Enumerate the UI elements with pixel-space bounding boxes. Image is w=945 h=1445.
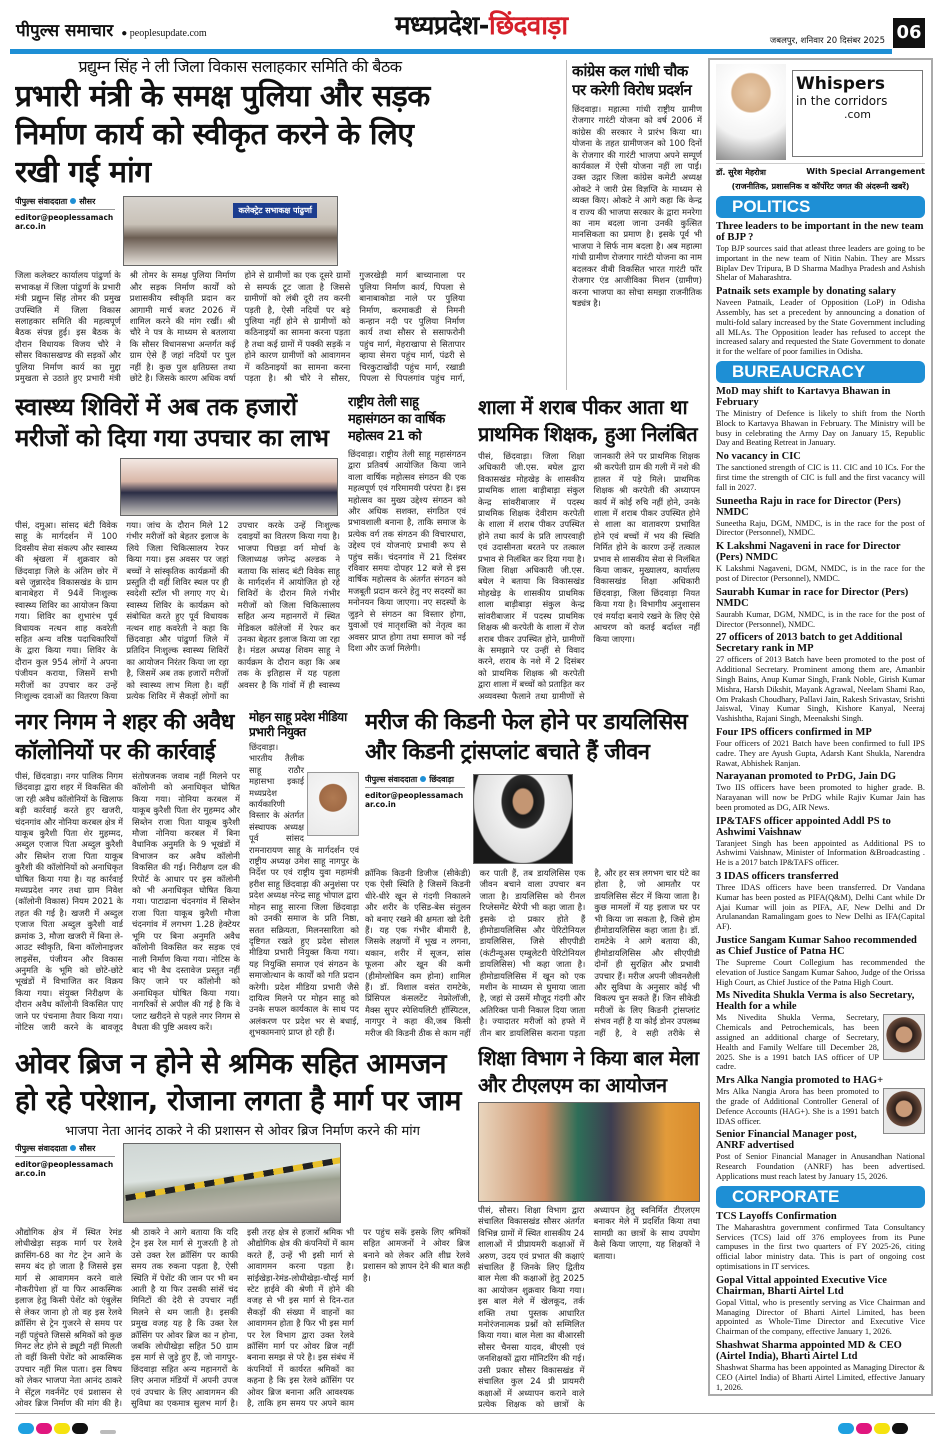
news-item-text: The Ministry of Defence is likely to shift from the North Block to Kartavya Bhawan in February. The Ministry will be busy in celebrating the Army Day on January 15, Republic Day and Beating Retreat in January. [716, 408, 925, 448]
headline: मरीज की किडनी फेल होने पर डायलिसिस और किडनी ट्रांसप्लांट बचाते हैं जीवन [365, 710, 688, 765]
article-body: क्रॉनिक किडनी डिजीज (सीकेडी) एक ऐसी स्थिति है जिसमें किडनी धीरे-धीरे खून से गंदगी निकालने और शरीर के एसिड-बेस संतुलन को बनाए रखने की क्षमता खो देती हैं। यह एक गंभीर बीमारी है, जिसके लक्षणों में भूख न लगना, थकान, शरीर में सूजन, सांस फूलना और खून की कमी (हीमोग्लोबिन कम होना) शामिल हैं। डॉ. विशाल वसंत रामटेके, प्रिंसिपल कंसलटेंट नेफ्रोलॉजी, मैक्स सुपर स्पेशियलिटी हॉस्पिटल, नागपुर ने कहा की,जब किसी मरीज की किडनी ठीक से काम नहीं कर पाती हैं, तब डायलिसिस एक जीवन बचाने वाला उपचार बन जाता है। डायलिसिस को रीनल रिप्लेसमेंट थैरेपी भी कहा जाता है। इसके दो प्रकार होते हैं हीमोडायलिसिस और पेरिटोनियल डायलिसिस, जिसे सीएपीडी (कंटीन्यूअस एम्बुलेटरी पेरिटोनियल डायलिसिस) भी कहा जाता है। हीमोडायलिसिस में खून को एक मशीन के माध्यम से घुमाया जाता है, जहां से उसमें मौजूद गंदगी और अतिरिक्त पानी निकाल दिया जाता है। ज्यादातर मरीजों को हफ्ते में तीन बार डायलिसिस कराना पड़ता है, और हर सत्र लगभग चार घंटे का होता है, जो आमतौर पर डायलिसिस सेंटर में किया जाता है। कुछ मामलों में यह इलाज घर पर भी किया जा सकता है, जिसे होम हीमोडायलिसिस कहा जाता है। डॉ. रामटेके ने आगे बताया की, हीमोडायलिसिस और सीएपीडी दोनों ही सुरक्षित और प्रभावी उपचार हैं। मरीज अपनी जीवनशैली और सुविधा के अनुसार कोई भी विकल्प चुन सकते हैं। जिन सीकेडी मरीजों के लिए किडनी ट्रांसप्लांट संभव नहीं है या कोई डोनर उपलब्ध नहीं है, वे सही तरीके से [365, 868, 700, 1038]
email: editor@peoplessamachar.co.in [15, 1160, 114, 1178]
barrier-gate [125, 1157, 341, 1201]
article-body: पीसं, सौसर। शिक्षा विभाग द्वारा संचालित विकासखंड सौसर अंतर्गत विभिन्न ग्रामों में स्थित शासकीय 24 शालाओं में प्रीप्रायमरी कक्षाओं में अरुण, उदय एवं प्रभात की कक्षाएं संचालित हैं जिनके लिए द्वितीय बाल मेला की कक्षाओं हेतु 2025 का आयोजन शुक्रवार किया गया। इस बाल मेले में खेलकूद, तर्क शक्ति तथा पुस्तक आधारित मनोरंजनात्मक प्रश्नों को सम्मिलित किया गया। बाल मेला का बीआरसी सौसर चैनसा यादव, बीएसी एवं जनशिक्षकों द्वारा मॉनिटरिंग की गई। उसी प्रकार सौसर विकासखंड में संचालित कुल 24 प्री प्रायमरी कक्षाओं में अध्यापन कराने वाले प्रत्येक शिक्षक को छात्रों के अध्यापन हेतु स्वनिर्मित टीएलएम बनाकर मेले में प्रदर्शित किया तथा सामग्री का छात्रों के साथ उपयोग कैसे किया जाएगा, यह शिक्षकों ने बताया। [478, 1205, 700, 1409]
news-item-text: Shashwat Sharma has been appointed as Managing Director & CEO (Airtel India) of Bharti Airtel Limited, effective January 1, 2026. [716, 1362, 925, 1392]
footer-rule [15, 1413, 935, 1414]
article-body: पीसं, छिंदवाड़ा। नगर पालिक निगम छिंदवाड़ा द्वारा शहर में विकसित की जा रही अवैध कॉलोनियों के खिलाफ बड़ी कार्रवाई करते हुए खजरी, चंदनगांव और नोनिया करबल क्षेत्र में याकूब कुरैशी पिता शेर मुहम्मद, अब्दुल एजाज पिता अब्दुल कुरैशी और सिब्तेन राजा पिता याकूब कुरैशी की कॉलोनियों को अनाधिकृत घोषित किया गया है। यह कार्रवाई मध्यप्रदेश नगर तथा ग्राम निवेश (कॉलोनी विकास) नियम 2021 के तहत की गई है। खजरी में अब्दुल एजाज पिता अब्दुल कुरैशी वार्ड क्रमांक 3, मौजा खजरी में बिना ले-आउट स्वीकृति, बिना कॉलोनाइजर लाइसेंस, पंजीयन और विकास अनुमति के भूमि को छोटे-छोटे भूखंडों में विभाजित कर विक्रय किया गया। संयुक्त निरीक्षण के दौरान अवैध कॉलोनी विकसित पाए जाने पर पंचनामा तैयार किया गया। नोटिस जारी करने के बावजूद संतोषजनक जवाब नहीं मिलने पर कॉलोनी को अनाधिकृत घोषित किया गया। नोनिया करबल में याकूब कुरैशी पिता शेर मुहम्मद और सिब्तेन राजा पिता याकूब कुरैशी मौजा नोनिया करबल में बिना वैधानिक अनुमति के 9 भूखंडों में विभाजन कर अवैध कॉलोनी विकसित की गई। निरीक्षण दल की रिपोर्ट के आधार पर इस कॉलोनी को भी अनाधिकृत घोषित किया गया। पाटाढाना चंदनगांव में सिब्तेन राजा पिता याकूब कुरैशी मौजा चंदनगांव में लगभग 1.28 हेक्टेयर भूमि पर बिना अनुमति अवैध कॉलोनी विकसित कर सड़क एवं नाली निर्माण किया गया। नोटिस के बाद भी वैध दस्तावेज प्रस्तुत नहीं किए जाने पर कॉलोनी को अनाधिकृत घोषित किया गया। नागरिकों से अपील की गई है कि वे प्लाट खरीदने से पहले नगर निगम से वैधता की पुष्टि अवश्य करें। [15, 771, 240, 1032]
article-body: पीसं, दमुआ। सांसद बंटी विवेक साहू के मार्गदर्शन में 100 दिवसीय सेवा संकल्प और स्वास्थ्य की श्रृंखला में शुक्रवार को छिंदवाड़ा जिले के अंतिम छोर में बसे जुन्नारदेव विकासखंड के ग्राम बानाबेहरा में 94वें निःशुल्क स्वास्थ्य शिविर का आयोजन किया गया। शिविर का शुभारंभ पूर्व विधायक नत्थन शाह कवरेती सहित अन्य वरिष्ठ पदाधिकारियों के द्वारा किया गया। शिविर के दौरान कुल 954 लोगों ने अपना पंजीयन कराया, जिसमें सभी मरीजों का उपचार कर उन्हें निःशुल्क दवाओं का वितरण किया गया। जांच के दौरान मिले 12 गंभीर मरीजों को बेहतर इलाज के लिये जिला चिकित्सालय रेफर किया गया। इस अवसर पर जहां बच्चों ने सांस्कृतिक कार्यक्रमों की प्रस्तुति दी वहीं शिविर स्थल पर ही स्वदेशी स्टॉल भी लगाए गए थे। स्वास्थ्य शिविर के कार्यक्रम को संबोधित करते हुए पूर्व विधायक नत्थन शाह कवरेती ने कहा कि छिंदवाड़ा और पांढुर्णा जिले में प्रतिदिन निःशुल्क स्वास्थ्य शिविरों का आयोजन निरंतर किया जा रहा है, जिसमें अब तक हजारों मरीजों को स्वास्थ्य लाभ मिला है। वहीं प्रत्येक शिविर में सैकड़ों लोगों का उपचार करके उन्हें निःशुल्क दवाइयों का वितरण किया गया है। भाजपा पिछड़ा वर्ग मोर्चा के जिलाध्यक्ष जगेन्द्र अल्डक ने बताया कि सांसद बंटी विवेक साहू के मार्गदर्शन में आयोजित हो रहे शिविरों के दौरान मिले गंभीर मरीजों को जिला चिकित्सालय सहित अन्य महानगरों में स्थित मेडिकल कॉलेजों में रेफर कर उनका बेहतर इलाज किया जा रहा है। मंडल अध्यक्ष शिवम साहू ने कार्यक्रम के दौरान कहा कि अब तक के इतिहास में यह पहला अवसर है कि गांवों में ही स्वास्थ्य [15, 520, 340, 702]
news-item-title: Four IPS officers confirmed in MP [716, 726, 872, 738]
over-bridge-story [15, 1045, 470, 1411]
article-body: छिंदवाड़ा। भारतीय तैलीक साहू राठौर महासभा इकाई मध्यप्रदेश कार्यकारिणी विस्तार के अंतर्गत संस्थापक अध्यक्ष पूर्व सांसद रामनारायण साहू के मार्गदर्शन एवं राष्ट्रीय अध्यक्ष उमेश साहू नागपुर के निर्देश पर एवं राष्ट्रीय युवा महामंत्री हरीश साहू छिंदवाड़ा की अनुशंसा पर प्रदेश अध्यक्ष नरेन्द्र साहू भोपाल द्वारा मोहन साहू सारना जिला छिंदवाड़ा को उनकी समाज के प्रति निष्ठा, सतत सक्रियता, मिलनसारिता को दृष्टिगत रखते हुए प्रदेश सोशल मीडिया प्रभारी नियुक्त किया गया। यह नियुक्ति समाज एवं संगठन के समाजोत्थान के कार्यों को गति प्रदान करेगी। प्रदेश मीडिया प्रभारी जैसे दायित्व मिलने पर मोहन साहू को उनके सफल कार्यकाल के साथ पद अलंकरण पर प्रदेश भर से बधाई, शुभकामनाएं प्राप्त हो रही हैं। [249, 742, 359, 1038]
section-title: मध्यप्रदेश-छिंदवाड़ा [395, 11, 568, 41]
person-photo [883, 1088, 925, 1134]
news-item-title: Shashwat Sharma appointed MD & CEO (Airtel India), Bharti Airtel Ltd [716, 1339, 902, 1362]
news-item [716, 935, 925, 987]
news-item [716, 871, 925, 932]
byline: पीपुल्स संवाददाता सौसर [15, 1143, 115, 1157]
news-item [716, 451, 925, 492]
news-item [716, 727, 925, 768]
bal-mela-story [478, 1045, 700, 1411]
registration-marks-right [838, 1419, 910, 1438]
news-item-title: 3 IDAS officers transferred [716, 871, 839, 883]
news-item-title: Senior Financial Manager post, ANRF advertised [716, 1129, 857, 1152]
whispers-header [716, 64, 925, 164]
news-item-text: 27 officers of 2013 Batch have been promoted to the post of Additional Secretary. Prominent among them are, Amanbir Singh Bains, Anup Kumar Singh, Frank Noble, Girish Kumar Mishra, Harsh Dikshit, Mayank Agrawal, Neelam Shami Rao, Om Prakash Choudhary, Pallavi Jain, Rakesh Srivastav, Srishti Jaiswal, Vinay Kumar Singh, Kishore Kanyal, Neeraj Vashishtha, Rajani Singh, Meenakshi Singh. [716, 655, 925, 724]
kidney-story [365, 708, 700, 1043]
news-item-title: IP&TAFS officer appointed Addl PS to Ashwimi Vaishnaw [716, 815, 891, 838]
website-text: peoplesupdate.com [129, 28, 207, 39]
news-item [716, 221, 925, 283]
mohan-sahu-story [249, 710, 359, 1043]
news-item-title: Ms Nivedita Shukla Verma is also Secretary, Health for a while [716, 990, 915, 1013]
news-item-text: Three IDAS officers have been transferred. Dr Vandana Kumar has been posted as PIFA(Q&M), Delhi Cant while Dr Ajai Kumar will join as PIFA, AF, New Delhi and Dr Arulanandan Ramalingam goes to New Delhi as IFA(Capital AF). [716, 883, 925, 932]
news-item [716, 1075, 925, 1126]
news-item-text: Post of Senior Financial Manager in Anusandhan National Research Foundation (ANRF) has been advertised. Applications must reach latest by January 15, 2026. [716, 1152, 925, 1182]
mohan-sahu-photo [307, 772, 359, 836]
news-item-text: Naveen Patnaik, Leader of Opposition (LoP) in Odisha Assembly, has set a precedent by announcing a donation of multi-fold salary increased by the State Government including all MLAs. The Opposition leader has refused to accept the increased salary and requested the State Government to donate it for the welfare of poor families in Odisha. [716, 298, 925, 357]
news-item-title: 27 officers of 2013 batch to get Additional Secretary rank in MP [716, 632, 903, 655]
tagline: (राजनीतिक, प्रशासनिक व कॉर्पोरेट जगत की अंदरूनी खबरें) [731, 182, 910, 191]
article-body: औद्योगिक क्षेत्र में स्थित रेमंड लोधीखेड़ा सड़क मार्ग पर रेलवे क्रासिंग-68 का गेट ट्रेन आने के समय बंद हो जाता है जिससे इस मार्ग से आवागमन करने वाले नौकरीपेशा हों या फिर आकस्मिक इलाज हेतु किसी पेशेंट को एंबुलेंस से लेकर जाना हो तो वह इस रेलवे क्रॉसिंग से ट्रेन गुजरने से समय पर नहीं पहुंचते जिससे श्रमिकों को कुछ मिनट लेट होने से ड्यूटी नहीं मिलती तो वहीं किसी पेशेंट को आकस्मिक उपचार नहीं मिल पाता। इस विषय को लेकर भाजपा नेता आनंद ठाकरे ने सेंट्रल गवर्नमेंट एवं प्रशासन से ओवर ब्रिज निर्माण की मांग की है। श्री ठाकरे ने आगे बताया कि यदि ट्रेन इस रेल मार्ग से गुजरती है तो उसे उक्त रेल क्रॉसिंग पर काफी समय तक रुकना पड़ता है, ऐसी स्थिति में पेशेंट की जान पर भी बन आती है या फिर उसकी सांसें चंद मिनिटों की देरी से उपचार नहीं मिलने से थम जाती है। इसकी प्रमुख वजह यह है कि उक्त रेल क्रॉसिंग पर ओवर ब्रिज का न होना, जबकि लोधीखेड़ा सहित 50 ग्राम इस मार्ग से जुड़े हुए हैं, जो नागपुर- छिंदवाड़ा सहित अन्य महानगरों के लिए अनाज मंडियों में अपनी उपज एवं उपचार के लिए आवागमन की सुविधा का एकमात्र सुलभ मार्ग है। इसी तरह क्षेत्र से हजारों श्रमिक भी औद्योगिक क्षेत्र की कंपनियों में काम करते हैं, उन्हें भी इसी मार्ग से आवागमन करना पड़ता है। सांईखेड़ा-रेमंड-लोधीखेड़ा-चौरई मार्ग स्टेट हाईवे की श्रेणी में होने की वजह से भी इस मार्ग से दिन-रात सैकड़ों की संख्या में वाहनों का आवागमन होता है फिर भी इस मार्ग पर रेल विभाग द्वारा उक्त रेलवे क्रॉसिंग मार्ग पर ओवर ब्रिज नहीं बनाना समझ से परे है। इस संबंध में कंपनियों में कार्यरत श्रमिकों का कहना है कि इस रेलवे क्रॉसिंग पर ओवर ब्रिज बनाना अति आवश्यक है, ताकि हम समय पर अपने काम पर पहुंच सकें इसके लिए श्रमिकों सहित आमजनों ने ओवर ब्रिज बनाने को लेकर अति शीघ्र रेलवे प्रशासन को ज्ञापन देने की बात कही है। [15, 1227, 470, 1409]
section-header-politics: POLITICS [716, 196, 925, 218]
news-item-title: Gopal Vittal appointed Executive Vice Chairman, Bharti Airtel Ltd [716, 1274, 887, 1297]
news-item-title: K Lakshmi Nagaveni in race for Director (Pers) NMDC [716, 541, 901, 564]
section-header-bureaucracy: BUREAUCRACY [716, 361, 925, 383]
news-item-text: The Supreme Court Collegium has recommended the elevation of Justice Sangam Kumar Sahoo, Judge of the Orissa High Court, as Chief Justice of the Patna High Court. [716, 958, 925, 987]
whispers-column [708, 58, 933, 1396]
subheadline: भाजपा नेता आनंद ठाकरे ने की प्रशासन से ओवर ब्रिज निर्माण करने की मांग [65, 1124, 420, 1139]
news-item-title: No vacancy in CIC [716, 451, 801, 463]
top-story [15, 58, 465, 388]
photo-banner: कलेक्ट्रेट सभाकक्ष पांढुर्णा [233, 203, 317, 218]
health-camp-story [15, 392, 340, 707]
teli-sahu-story [348, 394, 466, 706]
news-item-title: Three leaders to be important in the new team of BJP ? [716, 221, 924, 243]
news-item-text: The sanctioned strength of CIC is 11. CIC and 10 ICs. For the first time the strength of CIC is full and the first vacancy will fall in 2027. [716, 463, 925, 492]
news-item-title: TCS Layoffs Confirmation [716, 1210, 837, 1222]
news-item-title [716, 1395, 925, 1396]
masthead [0, 0, 945, 54]
news-item-text: K Lakshmi Nagaveni, DGM, NMDC, is in the race for the post of Director (Personnel), NMDC. [716, 564, 925, 583]
article-body: जिला कलेक्टर कार्यालय पांढुर्णा के सभाकक्ष में जिला पांढुर्णा के प्रभारी मंत्री प्रद्युम्न सिंह तोमर की प्रमुख उपस्थिति में जिला विकास सलाहकार समिति की महत्वपूर्ण बैठक संपन्न हुई। इस बैठक के दौरान विधायक विजय चौरे ने सौसर विकासखण्ड की सड़कों और पुलिया निर्माण कार्य का मुद्दा प्रमुखता से उठाते हुए प्रभारी मंत्री श्री तोमर के समक्ष पुलिया निर्माण और सड़क निर्माण कार्यों को प्रशासकीय स्वीकृति प्रदान कर आगामी मार्च बजट 2026 में शामिल करने की मांग रखीं। श्री चौरे ने पत्र के माध्यम से बतलाया कि सौसर विधानसभा अन्तर्गत कई ग्राम ऐसे हैं जहां नदियों पर पुल नहीं है। कुछ पुल क्षतिग्रस्त तथा छोटे है। जिसके कारण अधिक वर्षा होने से ग्रामीणों का एक दूसरे ग्रामों से सम्पर्क टूट जाता है जिससे ग्रामीणों को लंबी दूरी तय करनी पड़ती है, ऐसी नदियों पर बड़े पुलिया नहीं होने से ग्रामीणों को कठिनाइयों का सामना करना पड़ता है तथा कई ग्रामों में पक्की सड़कें न होने कारण ग्रामीणों को आवागमन में कठिनाइयों का सामना करना पड़ता है। श्री चौरे ने सौसर, गुजरखेड़ी मार्ग बाच्यानाला पर पुलिया निर्माण कार्य, पिपला से बानाबाकोडा नाले पर पुलिया निर्माण, करमाकडी से निमनी कन्हान नदी पर पुलिया निर्माण कार्य तथा सौसर से ससाफरोनी पहुंच मार्ग, मेहराखापा से सितापार व्हाया सेमरा पहुंच मार्ग, पंढरी से चिरकुटाखोंदी पहुंच मार्ग, रखाडी पिपला से पिपलगांव पहुंच मार्ग, [15, 270, 465, 384]
headline: शिक्षा विभाग ने किया बाल मेला और टीएलएम का आयोजन [478, 1046, 699, 1097]
news-item-title: Saurabh Kumar in race for Director (Pers) NMDC [716, 586, 909, 609]
news-item [716, 587, 925, 630]
news-item-text: Gopal Vittal, who is presently serving as Vice Chairman and Managing Director of Bharti Airtel Limited, has been appointed as Whole-Time Director and Executive Vice Chairman of the company, effective January 1, 2026. [716, 1297, 925, 1337]
byline: पीपुल्स संवाददाता सौसर [15, 196, 115, 210]
page-number: 06 [893, 18, 925, 48]
news-item [716, 990, 925, 1072]
news-item-title: Mrs Alka Nangia promoted to HAG+ [716, 1075, 884, 1087]
news-item [716, 632, 925, 724]
headline: नगर निगम ने शहर की अवैध कॉलोनियों पर की कार्रवाई [15, 710, 234, 765]
author-name: डॉ. सुरेश मेहरोत्रा [716, 168, 766, 177]
congress-story [572, 62, 702, 387]
news-item-text: Mrs Alka Nangia Arora has been promoted to the grade of Additional Controller General of Defence Accounts (HAG+). She is a 1991 batch IDAS officer. [716, 1087, 925, 1126]
logo: पीपुल्स समाचार [16, 21, 114, 41]
header-rule [10, 49, 892, 54]
article-body: छिंदवाड़ा। महात्मा गांधी राष्ट्रीय ग्रामीण रोजगार गारंटी योजना को वर्ष 2006 में कांग्रेस की सरकार ने प्रारंभ किया था। योजना के तहत ग्रामीणजन को 100 दिनों के रोजगार की गारंटी भाजपा अपने सम्पूर्ण कार्यकाल में ऐसी योजना नहीं ला पाई। उक्त उद्गार जिला कांग्रेस कमेटी अध्यक्ष ओकटे ने जारी प्रेस विज्ञप्ति के माध्यम से व्यक्त किए। ओकटे ने आगे कहा कि केन्द्र व राज्य की भाजपा सरकार के द्वारा मनरेगा का नाम बदला जाना उनकी कुत्सित मानसिकता का प्रमाण है। इसके पूर्व भी भाजपा ने सिर्फ नाम बदला है। अब महात्मा गांधी ग्रामीण रोजगार गारंटी योजना का नाम बदलकर वीबी विकसित भारत गारंटी फॉर रोजगार एंड आजीविका मिशन (ग्रामीण) करना भाजपा का सोचा समझा राजनीतिक षड्यंत्र है। [572, 104, 702, 308]
news-item [716, 1129, 925, 1181]
news-item [716, 541, 925, 584]
headline: कांग्रेस कल गांधी चौक पर करेगी विरोध प्रदर्शन [572, 62, 692, 99]
news-item [716, 386, 925, 448]
dateline: जबलपुर, शनिवार 20 दिसंबर 2025 [767, 35, 885, 46]
website-link[interactable]: ● peoplesupdate.com [121, 28, 207, 39]
news-item [716, 816, 925, 868]
news-item-title: Suneetha Raju in race for Director (Pers) NMDC [716, 495, 901, 518]
kicker: प्रद्युम्न सिंह ने ली जिला विकास सलाहकार समिति की बैठक [78, 58, 402, 76]
email: editor@peoplessamachar.co.in [15, 213, 114, 232]
news-item-title: Justice Sangam Kumar Sahoo recommended as Chief Justice of Patna HC [716, 935, 917, 958]
illegal-colonies-story [15, 708, 240, 1043]
author-photo [716, 64, 786, 160]
headline: राष्ट्रीय तेली साहू महासंगठन का वार्षिक महोत्सव 21 को [348, 395, 445, 444]
news-item [716, 1340, 925, 1392]
news-item-title: MoD may shift to Kartavya Bhawan in February [716, 385, 891, 408]
section-header-corporate: CORPORATE [716, 1186, 925, 1208]
person-photo [883, 1014, 925, 1060]
news-item [716, 286, 925, 357]
meeting-photo [123, 196, 338, 266]
railway-crossing-photo [123, 1143, 341, 1223]
article-body: पीसं, छिंदवाड़ा। जिला शिक्षा अधिकारी जी.एस. बघेल द्वारा विकासखंड मोहखेड़ के शासकीय प्राथमिक शाला बाड़ीबाड़ा संकुल केन्द्र सांवरीबाजार में पदस्थ प्राथमिक शिक्षक देवीराम करपेती के शाला में शराब पीकर उपस्थित होने तथा कार्य के प्रति लापरवाही एवं उदासीनता बरतने पर तत्काल प्रभाव से निलंबित कर दिया गया है। जिला शिक्षा अधिकारी जी.एस. बघेल ने बताया कि विकासखंड मोहखेड़ के शासकीय प्राथमिक शाला बाड़ीबाड़ा संकुल केन्द्र सांवरीबाजार में पदस्थ प्राथमिक शिक्षक श्री करपेती के शाला में रोज शराब पीकर उपस्थित होने, ग्रामीणों के समझाने पर उन्हीं से विवाद करने, शराब के नशे में 2 दिसंबर को प्राथमिक शिक्षक श्री करपेती द्वारा शाला में बच्चों को प्रताड़ित कर अव्यवस्था फैलाने तथा ग्रामीणों से जानकारी लेने पर प्राथमिक शिक्षक श्री करपेती ग्राम की गली में नशे की हालत में पड़े मिले। प्राथमिक शिक्षक श्री करपेती की अध्यापन कार्य में कोई रुचि नहीं होने, उनके शाला में शराब पीकर उपस्थित होने से शाला का वातावरण प्रभावित होने एवं बच्चों में भय की स्थिति निर्मित होने के कारण उन्हें तत्काल प्रभाव से शासकीय सेवा से निलंबित किया जाकर, मुख्यालय, कार्यालय विकासखंड शिक्षा अधिकारी छिंदवाड़ा, जिला छिंदवाड़ा नियत किया गया है। विभागीय अनुशासन एवं मर्यादा बनाये रखने के लिए ऐसे आचरण को कतई बर्दाश्त नहीं किया जाएगा। [478, 451, 700, 701]
headline: ओवर ब्रिज न होने से श्रमिक सहित आमजन हो रहे परेशान, रोजाना लगता है मार्ग पर जाम [15, 1047, 461, 1117]
registration-marks-left [18, 1419, 118, 1438]
news-item-text: Ms Nivedita Shukla Verma, Secretary, Chemicals and Petrochemicals, has been assigned an additional charge of Secretary, Health and Family Welfare till December 28, 2025. She is a 1991 batch IAS officer of UP cadre. [716, 1013, 925, 1072]
whispers-logo: Whispers in the corridors .com [792, 70, 923, 157]
bal-mela-photo [478, 1102, 700, 1202]
news-item-text: Top BJP sources said that atleast three leaders are going to be important in the new team of Nitin Nabin. They are Mssrs Biplav Dev Tripura, B D Sharma Madhya Pradesh and Ashish Shelar of Maharashtra. [716, 244, 925, 283]
news-item [716, 496, 925, 539]
news-item-text: Four officers of 2021 Batch have been confirmed to full IPS cadre. They are Ayush Gupta, Adarsh Kant Shukla, Narendra Rawat, Abhishek Ranjan. [716, 738, 925, 768]
news-item-text: The Maharashtra government confirmed Tata Consultancy Services (TCS) laid off 376 employees from its Pune campuses in the first two quarters of FY 2025-26, citing official labor ministry data. This is part of ongoing cost optimisations in IT services. [716, 1222, 925, 1271]
news-item-title: Narayanan promoted to PrDG, Jain DG [716, 771, 897, 783]
news-item [716, 1275, 925, 1337]
news-item [716, 1211, 925, 1272]
headline: स्वास्थ्य शिविरों में अब तक हजारों मरीजों को दिया गया उपचार का लाभ [15, 393, 329, 452]
headline: शाला में शराब पीकर आता था प्राथमिक शिक्षक, हुआ निलंबित [478, 395, 698, 446]
news-item-text: Taranjeet Singh has been appointed as Additional PS to Ashwimi Vaishnaw, Minister of Information &Broadcasting . He is a 2017 batch IP&TAFS officer. [716, 838, 925, 868]
news-item [716, 1395, 925, 1396]
news-item [716, 771, 925, 812]
school-teacher-story [478, 394, 700, 706]
email: editor@peoplessamachar.co.in [365, 791, 464, 809]
health-camp-photo [120, 458, 338, 516]
arrangement: With Special Arrangement [806, 167, 925, 176]
news-item-title: Patnaik sets example by donating salary [716, 286, 896, 298]
article-body: छिंदवाड़ा। राष्ट्रीय तेली साहू महासंगठन द्वारा प्रतिवर्ष आयोजित किया जाने वाला वार्षिक महोत्सव संगठन की एक महत्वपूर्ण एवं गरिमामयी परंपरा है। इस महोत्सव का मुख्य उद्देश्य संगठन को और अधिक सशक्त, संगठित एवं प्रभावशाली बनाना है, ताकि समाज के प्रत्येक वर्ग तक संगठन की विचारधारा, उद्देश्य एवं योजनाएं प्रभावी रूप से पहुंच सकें। चंदनगांव में 21 दिसंबर रविवार समयः दोपहर 12 बजे से इस वार्षिक महोत्सव के अंतर्गत संगठन को मजबूती प्रदान करने हेतु नए सदस्यों का मनोनयन किया जाएगा। नए सदस्यों के जुड़ने से संगठन का विस्तार होगा, युवाओं एवं मातृशक्ति को नेतृत्व का अवसर प्राप्त होगा तथा समाज को नई दिशा और ऊर्जा मिलेगी। [348, 449, 466, 653]
headline: प्रभारी मंत्री के समक्ष पुलिया और सड़क निर्माण कार्य को स्वीकृत करने के लिए रखी गई मांग [15, 79, 430, 191]
doctor-photo [473, 774, 573, 864]
headline: मोहन साहू प्रदेश मीडिया प्रभारी नियुक्त [249, 710, 347, 739]
news-item-text: Saurabh Kumar, DGM, NMDC, is in the race for the post of Director (Personnel), NMDC. [716, 609, 925, 629]
news-item-text: Two IIS officers have been promoted to higher grade. B. Narayanan will now be PrDG while Rajiv Kumar Jain has been promoted as DG, AIR News. [716, 783, 925, 812]
byline: पीपुल्स संवाददाता छिंदवाड़ा [365, 774, 465, 788]
column-rule [566, 60, 567, 390]
news-item-text: Suneetha Raju, DGM, NMDC, is in the race for the post of Director (Personnel), NMDC. [716, 518, 925, 538]
